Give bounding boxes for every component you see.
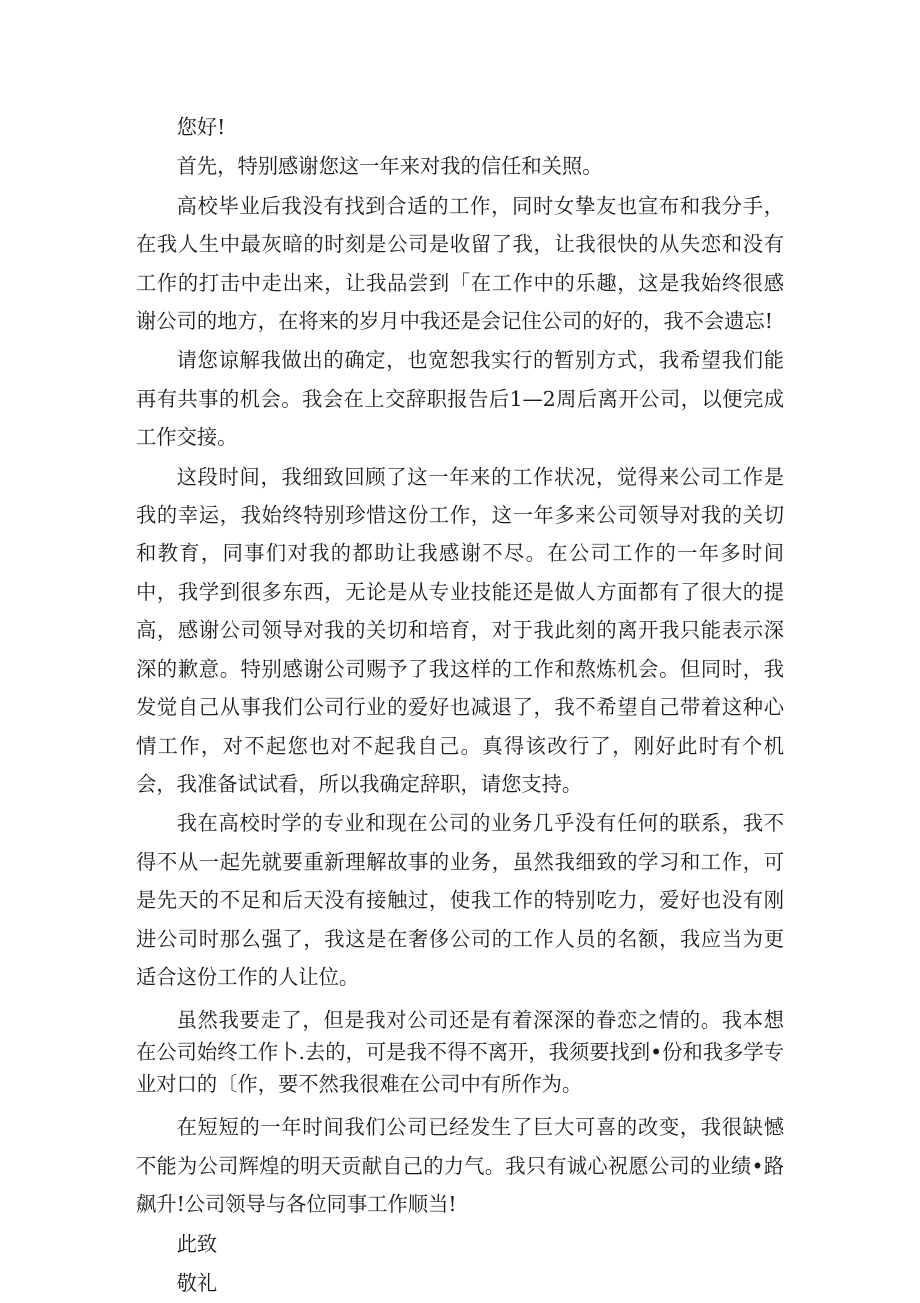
paragraph-review: 这段时间，我细致回顾了这一年来的工作状况，觉得来公司工作是我的幸运，我始终特别珍惜这份工作，这一年多来公司领导对我的关切和教育，同事们对我的都助让我感谢不尽。在公司工作的一年多时间中，我学到很多东西，无论是从专业技能还是做人方面都有了很大的提高，感谢公司领导对我的关切和培育，对于我此刻的离开我只能表示深深的歉意。特别感谢公司赐予了我这样的工作和熬炼机会。但同时，我发觉自己从事我们公司行业的爱好也减退了，我不希望自己带着这种心情工作，对不起您也对不起我自己。真得该改行了，刚好此时有个机会，我准备试试看，所以我确定辞职，请您支持。 bbox=[136, 464, 784, 796]
letter-greeting: 您好! bbox=[176, 115, 226, 139]
letter-body bbox=[136, 108, 784, 1303]
closing-cizhi: 此致 bbox=[176, 1231, 218, 1256]
paragraph-understanding: 请您谅解我做出的确定，也宽恕我实行的暂别方式，我希望我们能再有共事的机会。我会在上交辞职报告后1—2周后离开公司，以便完成工作交接。 bbox=[136, 348, 784, 450]
paragraph-thanks: 首先，特别感谢您这一年来对我的信任和关照。 bbox=[176, 154, 603, 179]
paragraph-wishes: 在短短的一年时间我们公司已经发生了巨大可喜的改变，我很缺憾不能为公司辉煌的明天贡献自己的力气。我只有诚心祝愿公司的业绩•路飙升!公司领导与各位同事工作顺当! bbox=[136, 1115, 784, 1217]
paragraph-major: 我在高校时学的专业和现在公司的业务几乎没有任何的联系，我不得不从一起先就要重新理解故事的业务，虽然我细致的学习和工作，可是先天的不足和后天没有接触过，使我工作的特别吃力，爱好也没有刚进公司时那么强了，我这是在奢侈公司的工作人员的名额，我应当为更适合这份工作的人让位。 bbox=[136, 811, 784, 989]
closing-jingli: 敬礼 bbox=[176, 1270, 218, 1295]
paragraph-attachment: 虽然我要走了，但是我对公司还是有着深深的眷恋之情的。我本想在公司始终工作卜.去的，可是我不得不离开，我须要找到•份和我多学专业对口的〔作，要不然我很难在公司中有所作为。 bbox=[136, 1008, 784, 1097]
paragraph-graduation: 高校毕业后我没有找到合适的工作，同时女挚友也宣布和我分手，在我人生中最灰暗的时刻是公司是收留了我，让我很快的从失恋和没有工作的打击中走出来，让我品尝到「在工作中的乐趣，这是我始终很感谢公司的地方，在将来的岁月中我还是会记住公司的好的，我不会遗忘! bbox=[136, 193, 784, 334]
